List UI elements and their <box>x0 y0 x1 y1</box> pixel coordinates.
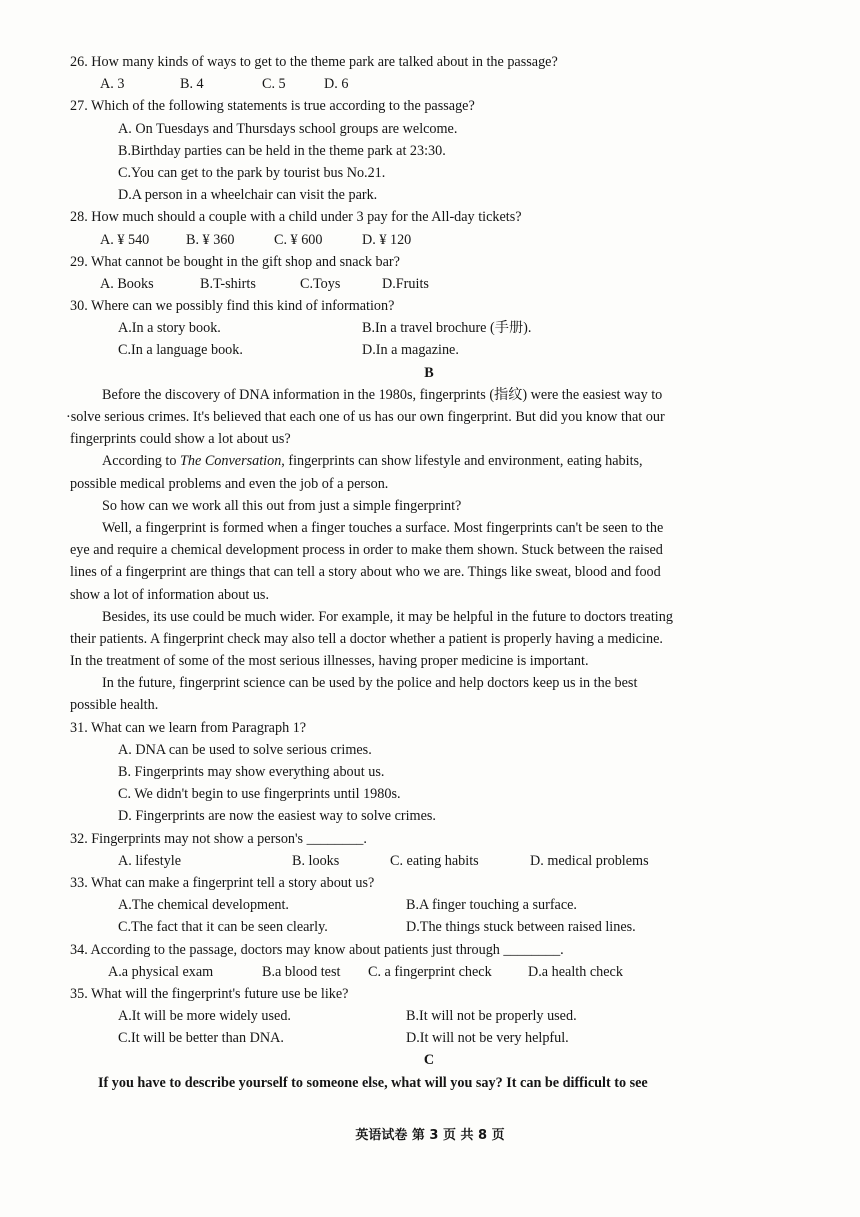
q27-option-b: B.Birthday parties can be held in the theme park at 23:30. <box>118 142 446 159</box>
question-32-options <box>70 850 788 872</box>
q32-option-d: D. medical problems <box>530 852 649 869</box>
p2-post: , fingerprints can show lifestyle and environment, eating habits, <box>281 453 643 470</box>
question-27-stem: 27. Which of the following statements is true according to the passage? <box>70 98 475 115</box>
q32-option-b: B. looks <box>292 852 340 869</box>
q31-option-a: A. DNA can be used to solve serious crimes. <box>118 741 372 758</box>
passage-b-p5-line2: their patients. A fingerprint check may also tell a doctor whether a patient is properly having a medicine. <box>70 630 663 647</box>
question-33-stem: 33. What can make a fingerprint tell a story about us? <box>70 874 375 891</box>
section-c-heading: C <box>423 1052 435 1069</box>
page-footer: 英语试卷 第 3 页 共 8 页 <box>355 1128 505 1143</box>
passage-b-p2-line1 <box>70 450 788 472</box>
q27-option-d: D.A person in a wheelchair can visit the park. <box>118 187 378 204</box>
q26-option-a: A. 3 <box>100 76 125 93</box>
passage-b-p6-line2: possible health. <box>70 697 159 714</box>
q34-option-a: A.a physical exam <box>108 963 214 980</box>
q28-option-a: A. ¥ 540 <box>100 231 150 248</box>
q29-option-b: B.T-shirts <box>200 275 256 292</box>
passage-b-p4-line3: lines of a fingerprint are things that can tell a story about who we are. Things like sweat, blood and food <box>70 564 661 581</box>
q31-option-c: C. We didn't begin to use fingerprints until 1980s. <box>118 786 401 803</box>
q34-option-c: C. a fingerprint check <box>368 963 492 980</box>
q32-option-c: C. eating habits <box>390 852 479 869</box>
passage-b-p5-line3: In the treatment of some of the most serious illnesses, having proper medicine is important. <box>70 653 589 670</box>
q30-option-d: D.In a magazine. <box>362 342 459 359</box>
q30-option-a: A.In a story book. <box>118 320 221 337</box>
q26-option-c: C. 5 <box>262 76 286 93</box>
page-content <box>66 51 788 1094</box>
q35-option-c: C.It will be better than DNA. <box>118 1030 284 1047</box>
question-34-stem: 34. According to the passage, doctors may know about patients just through ________. <box>70 941 564 958</box>
q29-option-c: C.Toys <box>300 275 341 292</box>
question-31-stem: 31. What can we learn from Paragraph 1? <box>70 719 307 736</box>
q33-option-d: D.The things stuck between raised lines. <box>406 919 636 936</box>
q33-option-c: C.The fact that it can be seen clearly. <box>118 919 328 936</box>
section-b-heading: B <box>424 364 434 381</box>
question-35-stem: 35. What will the fingerprint's future use be like? <box>70 985 349 1002</box>
passage-b-p3: So how can we work all this out from just a simple fingerprint? <box>102 497 462 514</box>
question-30-options-row2 <box>70 339 788 361</box>
q33-option-b: B.A finger touching a surface. <box>406 897 577 914</box>
q34-option-b: B.a blood test <box>262 963 341 980</box>
passage-b-p5-line1: Besides, its use could be much wider. For example, it may be helpful in the future to doctors treating <box>102 608 673 625</box>
q31-option-d: D. Fingerprints are now the easiest way to solve crimes. <box>118 808 436 825</box>
question-26-stem: 26. How many kinds of ways to get to the theme park are talked about in the passage? <box>70 54 558 70</box>
question-32-stem: 32. Fingerprints may not show a person's ________. <box>70 830 367 847</box>
question-34-options <box>70 961 788 983</box>
question-30-options-row1 <box>70 317 788 339</box>
q33-option-a: A.The chemical development. <box>118 897 289 914</box>
p2-pre: According to <box>102 453 181 470</box>
q30-option-c: C.In a language book. <box>118 342 243 359</box>
q31-option-b: B. Fingerprints may show everything about us. <box>118 764 385 780</box>
question-35-options-row2 <box>70 1027 788 1049</box>
q28-option-b: B. ¥ 360 <box>186 231 235 248</box>
question-28-options <box>70 229 788 251</box>
q30-option-b: B.In a travel brochure (手册). <box>362 320 532 337</box>
q35-option-d: D.It will not be very helpful. <box>406 1030 569 1047</box>
question-33-options-row1 <box>70 894 788 916</box>
q27-option-a: A. On Tuesdays and Thursdays school groups are welcome. <box>118 120 458 137</box>
passage-b-p4-line4: show a lot of information about us. <box>70 586 269 603</box>
q28-option-c: C. ¥ 600 <box>274 231 323 248</box>
q29-option-a: A. Books <box>100 275 154 292</box>
question-26-options <box>70 73 788 95</box>
q29-option-d: D.Fruits <box>382 275 429 292</box>
question-35-options-row1 <box>70 1005 788 1027</box>
p2-source-title: The Conversation <box>180 453 282 470</box>
passage-c-line1: If you have to describe yourself to someone else, what will you say? It can be difficult to see <box>98 1074 648 1091</box>
q28-option-d: D. ¥ 120 <box>362 231 412 248</box>
question-33-options-row2 <box>70 916 788 938</box>
q26-option-d: D. 6 <box>324 76 349 93</box>
passage-b-p4-line2: eye and require a chemical development process in order to make them shown. Stuck between the raised <box>70 542 663 559</box>
q27-option-c: C.You can get to the park by tourist bus No.21. <box>118 164 386 181</box>
q26-option-b: B. 4 <box>180 76 204 93</box>
q32-option-a: A. lifestyle <box>118 852 182 869</box>
passage-b-p1-line2: ·solve serious crimes. It's believed that each one of us has our own fingerprint. But did you know that our <box>66 409 665 425</box>
passage-b-p1-line1: Before the discovery of DNA information in the 1980s, fingerprints (指纹) were the easiest way to <box>102 386 663 403</box>
passage-b-p6-line1: In the future, fingerprint science can be used by the police and help doctors keep us in the best <box>102 675 638 692</box>
question-30-stem: 30. Where can we possibly find this kind of information? <box>70 298 395 315</box>
question-29-stem: 29. What cannot be bought in the gift shop and snack bar? <box>70 253 400 270</box>
question-28-stem: 28. How much should a couple with a child under 3 pay for the All-day tickets? <box>70 209 522 226</box>
passage-b-p4-line1: Well, a fingerprint is formed when a finger touches a surface. Most fingerprints can't be seen to the <box>102 519 664 536</box>
passage-b-p2-line2: possible medical problems and even the job of a person. <box>70 475 389 492</box>
q35-option-a: A.It will be more widely used. <box>118 1008 291 1025</box>
q35-option-b: B.It will not be properly used. <box>406 1008 577 1025</box>
q34-option-d: D.a health check <box>528 963 623 980</box>
question-29-options <box>70 273 788 295</box>
passage-b-p1-line3: fingerprints could show a lot about us? <box>70 431 291 448</box>
